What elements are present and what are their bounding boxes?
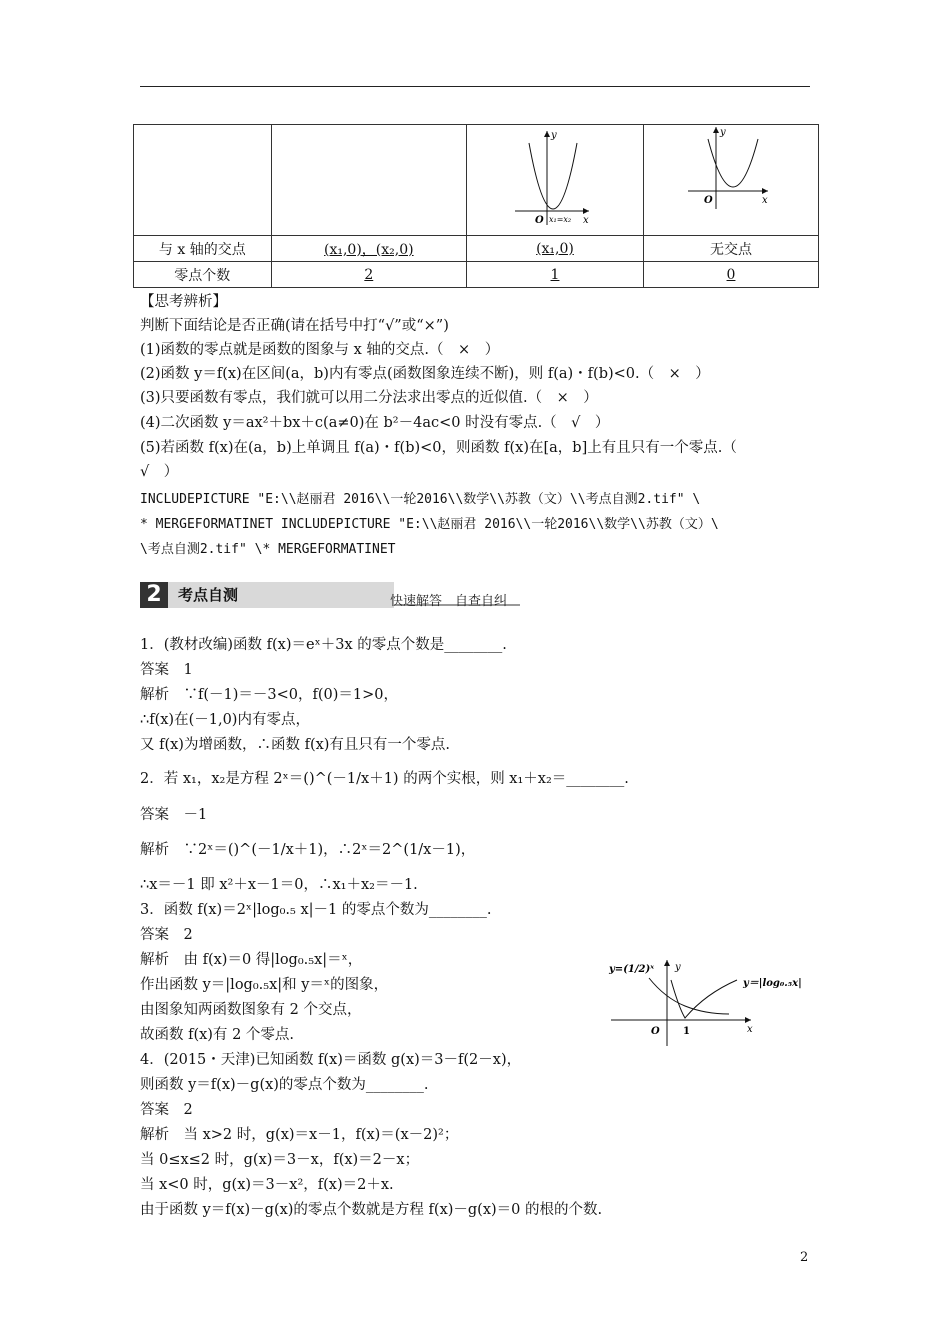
x-label: x	[761, 195, 768, 206]
problem-2-answer: 答案 －1	[140, 807, 208, 823]
x-label: x	[582, 215, 589, 226]
think-item: (1)函数的零点就是函数的图象与 x 轴的交点.（ × ）	[140, 342, 500, 358]
problem-3-solution: 作出函数 y＝|log₀.₅x|和 y＝ˣ的图象，	[140, 977, 389, 993]
problem-4-answer: 答案 2	[140, 1102, 193, 1118]
section-subtitle: 快速解答 自查自纠	[390, 594, 508, 609]
log-exp-graph	[605, 950, 810, 1050]
row-label: 与 x 轴的交点	[134, 236, 272, 262]
intersection-one: (x₁,0)	[536, 240, 574, 257]
exp-label: y=(1/2)ˣ	[609, 964, 654, 975]
problem-3-solution: 由图象知两函数图象有 2 个交点，	[140, 1002, 362, 1018]
think-item: (2)函数 y＝f(x)在区间(a，b)内有零点(函数图象连续不断)，则 f(a)・f(b)<0.（ × ）	[140, 366, 710, 382]
parabola-curve	[529, 143, 577, 209]
problem-2-question: 2．若 x₁，x₂是方程 2ˣ＝()^(－1/x＋1) 的两个实根，则 x₁＋x₂＝________.	[140, 771, 629, 787]
y-axis-arrow	[544, 131, 550, 137]
include-field-code: INCLUDEPICTURE "E:\\赵丽君 2016\\一轮2016\\数学\\苏教（文）\\考点自测2.tif" \	[140, 492, 701, 507]
x-axis-arrow	[583, 208, 589, 214]
log-label: y＝|log₀.₅x|	[743, 978, 802, 989]
cell-gap-mask-left	[644, 125, 690, 128]
problem-2-solution: 解析 ∵2ˣ＝()^(－1/x＋1)，∴2ˣ＝2^(1/x－1)，	[140, 842, 476, 858]
table-cell-graph-no-root	[643, 125, 818, 236]
problem-4-question: 则函数 y＝f(x)－g(x)的零点个数为________.	[140, 1077, 429, 1093]
problem-3-solution: 解析 由 f(x)＝0 得|log₀.₅x|＝ˣ，	[140, 952, 363, 968]
y-label: y	[550, 130, 557, 141]
zero-count-two: 2	[364, 266, 374, 283]
problem-4-question: 4．(2015・天津)已知函数 f(x)＝函数 g(x)＝3－f(2－x)，	[140, 1052, 522, 1068]
include-field-code: \考点自测2.tif" \* MERGEFORMATINET	[140, 542, 396, 557]
log-curve	[671, 980, 737, 1018]
y-axis-arrow	[664, 960, 670, 966]
think-item: (3)只要函数有零点，我们就可以用二分法求出零点的近似值.（ × ）	[140, 390, 598, 406]
think-item: (4)二次函数 y＝ax²＋bx＋c(a≠0)在 b²－4ac<0 时没有零点.（ √ ）	[140, 415, 610, 431]
problem-4-solution: 由于函数 y＝f(x)－g(x)的零点个数就是方程 f(x)－g(x)＝0 的根的个数.	[140, 1202, 603, 1218]
table-cell-empty	[271, 125, 466, 236]
problem-3-question: 3．函数 f(x)＝2ˣ|log₀.₅ x|－1 的零点个数为________.	[140, 902, 492, 918]
think-title: 【思考辨析】	[140, 294, 227, 310]
parabola-above-axis-graph	[644, 125, 818, 231]
origin-label: O	[703, 195, 713, 206]
problem-4-solution: 当 x<0 时，g(x)＝3－x²，f(x)＝2＋x.	[140, 1177, 394, 1193]
problem-1-solution: 又 f(x)为增函数，∴函数 f(x)有且只有一个零点.	[140, 737, 451, 753]
origin-label: O	[651, 1026, 660, 1037]
problem-2-solution: ∴x＝－1 即 x²＋x－1＝0，∴x₁＋x₂＝－1.	[140, 877, 418, 893]
think-item: √ ）	[140, 464, 179, 480]
include-field-code: * MERGEFORMATINET INCLUDEPICTURE "E:\\赵丽君 2016\\一轮2016\\数学\\苏教（文）\	[140, 517, 719, 532]
x-axis-arrow	[745, 1017, 751, 1023]
section-header	[140, 582, 520, 608]
x-label: x	[747, 1024, 753, 1035]
double-root-label: x₁=x₂	[548, 215, 572, 224]
problem-4-solution: 当 0≤x≤2 时，g(x)＝3－x，f(x)＝2－x；	[140, 1152, 420, 1168]
section-number: 2	[140, 582, 168, 608]
zero-count-one: 1	[550, 266, 560, 283]
table-cell-graph-one-root	[466, 125, 643, 236]
think-intro: 判断下面结论是否正确(请在括号中打“√”或“×”)	[140, 318, 449, 334]
section-title: 考点自测	[168, 582, 394, 608]
table-row	[134, 236, 819, 262]
problem-1-answer: 答案 1	[140, 662, 193, 678]
intersection-two: (x₁,0)，(x₂,0)	[324, 241, 414, 258]
header-rule	[140, 86, 810, 87]
row-label: 零点个数	[134, 262, 272, 288]
problem-1-solution: 解析 ∵f(－1)＝－3<0，f(0)＝1>0，	[140, 687, 399, 703]
tick-one-label: 1	[683, 1026, 690, 1037]
y-axis-arrow	[713, 127, 719, 133]
zero-count-zero: 0	[726, 266, 736, 283]
problem-1-question: 1．(教材改编)函数 f(x)＝eˣ＋3x 的零点个数是________.	[140, 637, 507, 653]
problem-3-solution: 故函数 f(x)有 2 个零点.	[140, 1027, 295, 1043]
intersection-none: 无交点	[643, 236, 818, 262]
table-cell-empty	[134, 125, 272, 236]
think-item: (5)若函数 f(x)在(a，b)上单调且 f(a)・f(b)<0，则函数 f(x)在[a，b]上有且只有一个零点.（	[140, 440, 737, 456]
problem-4-solution: 解析 当 x>2 时，g(x)＝x－1，f(x)＝(x－2)²；	[140, 1127, 459, 1143]
origin-label: O	[534, 215, 544, 226]
y-label: y	[675, 962, 681, 973]
y-label: y	[719, 127, 726, 138]
parabola-tangent-graph	[467, 125, 643, 231]
problem-3-answer: 答案 2	[140, 927, 193, 943]
table-row	[134, 262, 819, 288]
zero-point-table	[133, 124, 819, 288]
cell-gap-mask-right	[772, 125, 818, 128]
x-axis-arrow	[762, 188, 768, 194]
problem-1-solution: ∴f(x)在(－1,0)内有零点，	[140, 712, 310, 728]
exp-curve	[649, 978, 729, 1014]
page-number: 2	[800, 1250, 809, 1265]
